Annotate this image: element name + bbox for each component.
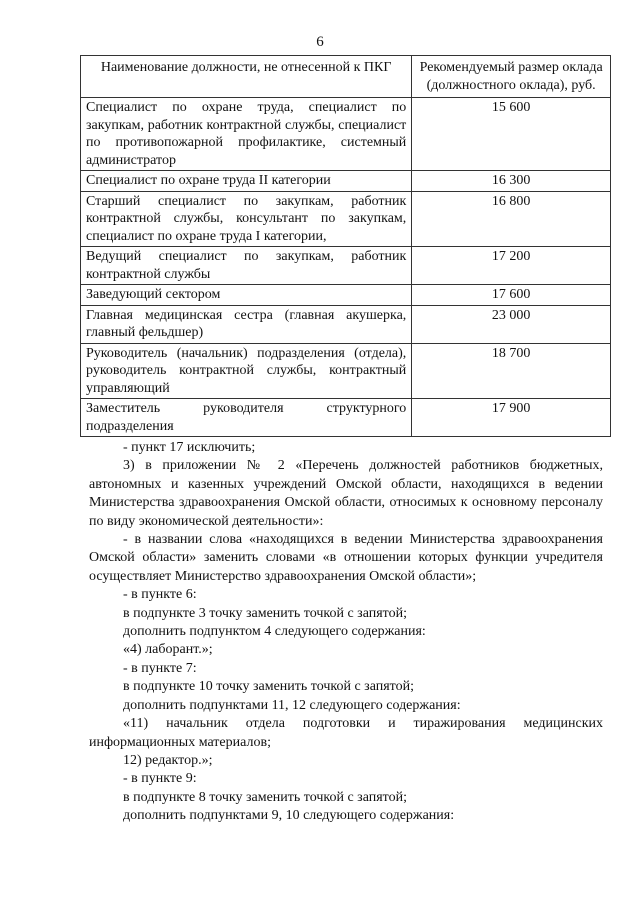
salary-cell: 18 700 — [412, 343, 611, 399]
amendment-line: - в пункте 9: — [123, 771, 197, 787]
table-row — [81, 98, 611, 171]
amendment-line: - в пункте 6: — [123, 587, 197, 603]
amendment-line: 12) редактор.»; — [123, 752, 213, 768]
position-cell: Старший специалист по закупкам, работник контрактной службы, консультант по закупкам, специалист по охране труда I категории, — [81, 191, 412, 247]
position-cell: Главная медицинская сестра (главная акушерка, главный фельдшер) — [81, 305, 412, 343]
amendment-line: - в пункте 7: — [123, 660, 197, 676]
position-cell: Заведующий сектором — [81, 285, 412, 306]
document-body — [89, 439, 603, 826]
salary-cell: 16 300 — [412, 171, 611, 192]
table-row — [81, 285, 611, 306]
amendment-line: - пункт 17 исключить; — [123, 440, 256, 455]
amendment-line: «4) лаборант.»; — [123, 642, 213, 658]
salary-cell: 15 600 — [412, 98, 611, 171]
amendment-paragraph: - в названии слова «находящихся в ведении Министерства здравоохранения Омской области» заменить словами «в отношении которых функции учредителя осуществляет Министерство здравоохранения Омской области»; — [89, 532, 603, 584]
header-salary: Рекомендуемый размер оклада (должностного оклада), руб. — [412, 56, 611, 98]
amendment-line: дополнить подпунктами 9, 10 следующего содержания: — [123, 808, 455, 824]
page-number: 6 — [316, 34, 324, 50]
table-row — [81, 399, 611, 437]
salary-cell: 23 000 — [412, 305, 611, 343]
amendment-line: дополнить подпунктом 4 следующего содержания: — [123, 624, 426, 640]
header-position: Наименование должности, не отнесенной к ПКГ — [81, 56, 412, 98]
amendment-paragraph: 3) в приложении № 2 «Перечень должностей работников бюджетных, автономных и казенных учреждений Омской области, находящихся в ведении Министерства здравоохранения Омской области, относимых к основному персоналу по виду экономической деятельности»: — [89, 458, 603, 529]
position-cell: Специалист по охране труда II категории — [81, 171, 412, 192]
amendment-line: в подпункте 10 точку заменить точкой с запятой; — [123, 679, 414, 695]
amendment-paragraph: «11) начальник отдела подготовки и тиражирования медицинских информационных материалов; — [89, 716, 603, 750]
amendment-line: дополнить подпунктами 11, 12 следующего содержания: — [123, 697, 461, 713]
amendment-line: в подпункте 8 точку заменить точкой с запятой; — [123, 789, 407, 805]
position-cell: Заместитель руководителя структурного подразделения — [81, 399, 412, 437]
salary-cell: 17 200 — [412, 247, 611, 285]
salary-cell: 16 800 — [412, 191, 611, 247]
table-header-row — [81, 56, 611, 98]
table-row — [81, 191, 611, 247]
salary-cell: 17 900 — [412, 399, 611, 437]
salary-table — [80, 55, 611, 437]
table-row — [81, 343, 611, 399]
table-row — [81, 305, 611, 343]
position-cell: Ведущий специалист по закупкам, работник контрактной службы — [81, 247, 412, 285]
position-cell: Специалист по охране труда, специалист по закупкам, работник контрактной службы, специалист по противопожарной профилактике, системный администратор — [81, 98, 412, 171]
table-row — [81, 171, 611, 192]
amendment-line: в подпункте 3 точку заменить точкой с запятой; — [123, 605, 407, 621]
table-row — [81, 247, 611, 285]
salary-cell: 17 600 — [412, 285, 611, 306]
position-cell: Руководитель (начальник) подразделения (отдела), руководитель контрактной службы, контрактный управляющий — [81, 343, 412, 399]
